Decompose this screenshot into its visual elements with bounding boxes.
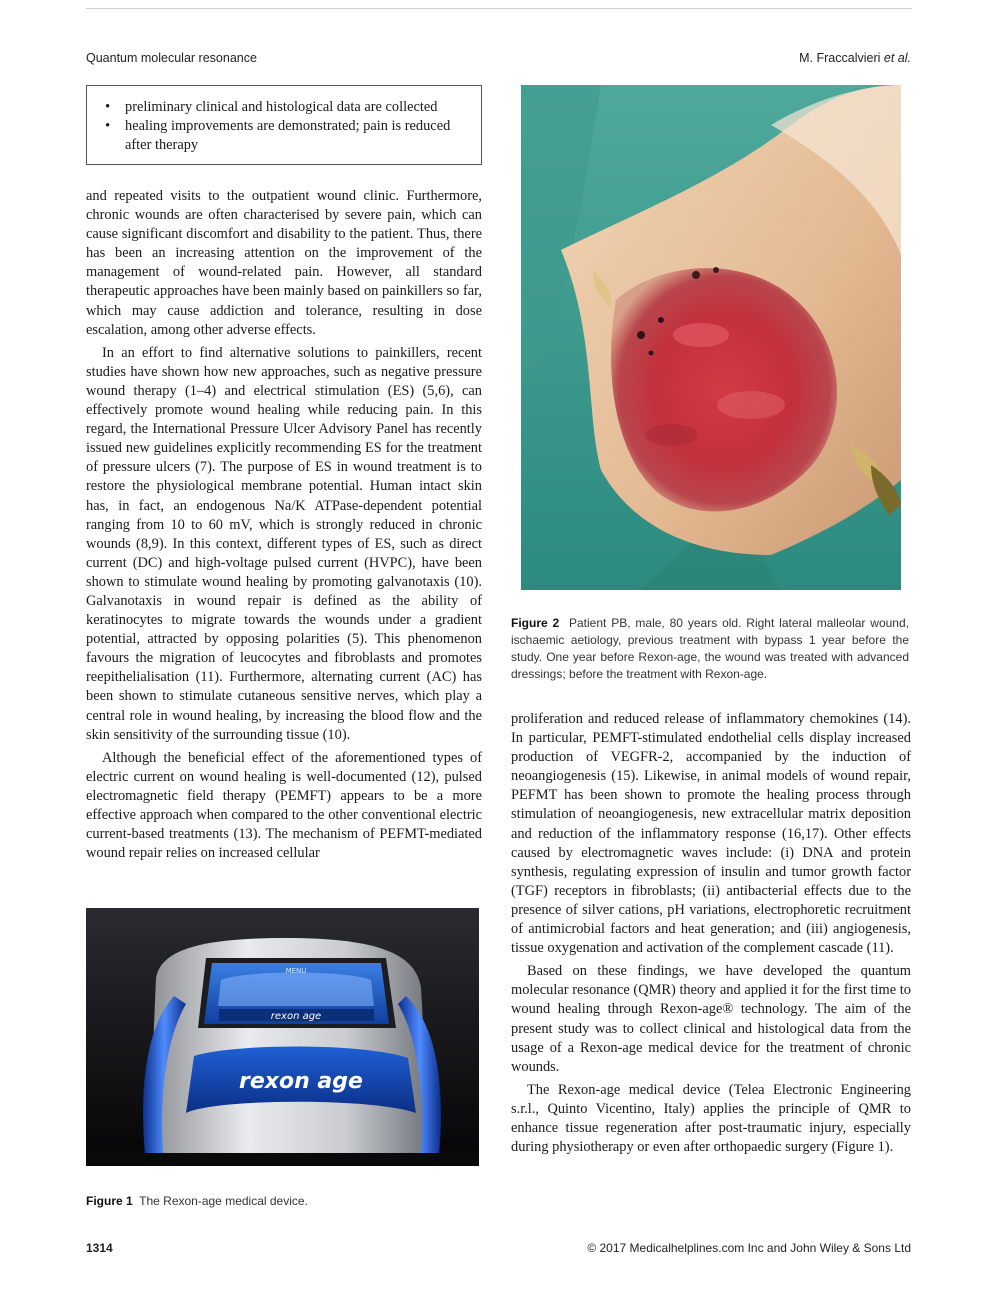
top-rule	[86, 8, 912, 9]
figure-2-label: Figure 2	[511, 616, 560, 630]
page-number: 1314	[86, 1241, 113, 1255]
screen-menu-text: MENU	[285, 967, 307, 975]
key-point-item: • healing improvements are demonstrated; pain is reduced after therapy	[99, 117, 471, 155]
figure-1-caption	[86, 1193, 482, 1210]
copyright-notice: © 2017 Medicalhelplines.com Inc and John Wiley & Sons Ltd	[587, 1241, 911, 1255]
left-column-text	[86, 187, 482, 863]
paragraph: Although the beneficial effect of the aforementioned types of electric current on wound healing is well-documented (12), pulsed electromagnetic field therapy (PEMFT) appears to be a more effective approach when compared to the other conventional electric current-based treatments (13). The mechanism of PEFMT-mediated wound repair relies on increased cellular	[86, 749, 482, 862]
figure-1-device-photo	[86, 908, 479, 1166]
figure-1-caption-text: The Rexon-age medical device.	[139, 1194, 308, 1208]
figure-1-label: Figure 1	[86, 1194, 133, 1208]
figure-2-caption	[511, 615, 909, 683]
device-illustration	[86, 908, 479, 1166]
paragraph: proliferation and reduced release of inflammatory chemokines (14). In particular, PEMFT-stimulated endothelial cells display increased production of VEGFR-2, accompanied by the induction of neoangiogenesis (15). Likewise, in animal models of wound repair, PEFMT has been shown to promote the healing process through stimulation of neoangiogenesis, new extracellular matrix deposition and reduction of the inflammatory response (16,17). Other effects caused by electromagnetic waves include: (i) DNA and protein synthesis, regulating expression of insulin and tumor growth factor (TGF) receptors in fibroblasts; (ii) antibacterial effects due to the presence of silver cations, pH variations, electrophoretic recruitment of antimicrobial factors and heat generation; and (iii) angiogenesis, tissue oxygenation and activation of the complement cascade (11).	[511, 711, 911, 957]
key-point-item: • preliminary clinical and histological data are collected	[99, 98, 471, 117]
front-brand-text: rexon age	[239, 1069, 363, 1094]
running-head-title: Quantum molecular resonance	[86, 51, 257, 65]
paragraph: In an effort to find alternative solutions to painkillers, recent studies have shown how new approaches, such as negative pressure wound therapy (1–4) and electrical stimulation (ES) (5,6), can effectively promote wound healing while reducing pain. In this regard, the International Pressure Ulcer Advisory Panel has recently issued new guidelines explicitly recommending ES for the treatment of pressure ulcers (7). The purpose of ES in wound treatment is to restore the physiological membrane potential. Human intact skin has, in fact, an endogenous Na/K ATPase-dependent potential ranging from 10 to 60 mV, which is strongly reduced in chronic wounds (8,9). In this context, different types of ES, such as direct current (DC) and high-voltage pulsed current (HVPC), have been shown to stimulate wound healing by promoting galvanotaxis (10). Galvanotaxis in wound repair is defined as the ability of keratinocytes to migrate towards the wounds under a gradient potential, attracted by opposing polarities (5). This phenomenon favours the migration of leucocytes and fibroblasts and promotes reepithelialisation (11). Furthermore, alternating current (AC) has been shown to stimulate cutaneous sensitive nerves, which play a central role in wound healing, by increasing the blood flow and the skin sensitivity of the surrounding tissue (10).	[86, 344, 482, 743]
figure-2-wound-photo	[521, 85, 901, 590]
screen-brand-text: rexon age	[270, 1011, 322, 1022]
authors-name: M. Fraccalvieri	[799, 51, 881, 65]
authors-etal: et al.	[883, 51, 911, 65]
key-points-list	[99, 98, 471, 155]
figure-2-caption-text: Patient PB, male, 80 years old. Right lateral malleolar wound, ischaemic aetiology, previous treatment with bypass 1 year before the study. One year before Rexon-age, the wound was treated with advanced dressings; before the treatment with Rexon-age.	[511, 616, 909, 681]
running-head-authors	[799, 51, 911, 65]
paragraph: The Rexon-age medical device (Telea Electronic Engineering s.r.l., Quinto Vicentino, Italy) applies the principle of QMR to enhance tissue regeneration after post-traumatic injury, especially during physiotherapy or even after orthopaedic surgery (Figure 1).	[511, 1081, 911, 1156]
wound-photo-illustration	[521, 85, 901, 590]
right-column-text	[511, 710, 911, 1157]
paragraph: Based on these findings, we have developed the quantum molecular resonance (QMR) theory and applied it for the first time to wound healing through Rexon-age® technology. The aim of the present study was to collect clinical and histological data from the usage of a Rexon-age medical device for the treatment of chronic wounds.	[511, 963, 911, 1075]
paragraph: and repeated visits to the outpatient wound clinic. Furthermore, chronic wounds are often characterised by severe pain, which can cause significant discomfort and disability to the patient. Thus, there has been an increasing attention on the improvement of the management of wound-related pain. However, all standard therapeutic approaches have been mainly based on painkillers so far, which may cause addiction and tolerance, resulting in dose escalation, among other adverse effects.	[86, 188, 482, 338]
key-points-box	[86, 85, 482, 165]
